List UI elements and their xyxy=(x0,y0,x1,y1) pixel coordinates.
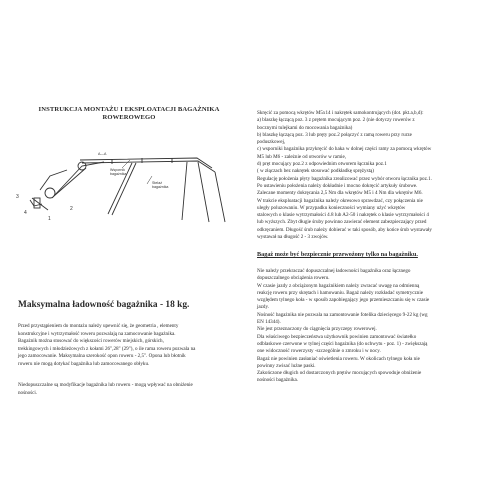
paragraph-line: roweru nie mogą dotykać bagażnika lub zamocowanego obłyku. xyxy=(18,360,150,367)
instruction-line: jazdy. xyxy=(257,304,269,311)
instruction-line: b) blaszkę łączącą poz. 3 lub pręty poz.2 połączyć z ramą roweru przy rurze xyxy=(257,131,412,138)
instruction-line: EN 14344). xyxy=(257,319,281,326)
instruction-line: c) wsporniki bagażnika przykręcić do haka w dolnej części ramy za pomocą wkrętów xyxy=(257,146,432,153)
instruction-line: Nie jest przeznaczony do ciągnięcia przyczepy rowerowej. xyxy=(257,326,377,333)
instruction-line: powinny zwisać luźne paski. xyxy=(257,362,316,369)
instruction-line: Po ustawieniu położenia należy dokładnie i mocno dokręcić artykuły śrubowe. xyxy=(257,182,418,189)
instruction-line: M5 lub M6 - zależnie od otworów w ramie, xyxy=(257,153,346,160)
instruction-line: stalowych o klasie wytrzymałości 4.8 lub A2-50 i nakrętek o klasie wytrzymałości 4 xyxy=(257,212,429,219)
instruction-line: reakcję roweru przy skrętach i hamowaniu. Bagaż należy rozkładać symetrycznie xyxy=(257,289,424,296)
modification-warning xyxy=(18,382,248,397)
instruction-line: lub wyższych. Zbyt długie śruby powinno zawierać element zabezpieczający przed xyxy=(257,219,427,226)
assembly-instructions xyxy=(257,110,492,241)
safety-instructions xyxy=(257,268,492,385)
label-stelaz-2: bagażnika xyxy=(152,185,169,189)
paragraph-line: Przed przystąpieniem do montażu należy upewnić się, że geometria , elementy xyxy=(18,323,179,329)
paragraph-line: jego zamocowanie. Maksymalna szerokość opon roweru - 2,5". Opona lub błotnik xyxy=(18,353,186,360)
paragraph-line: konstrukcyjne i wytrzymałość roweru pozwalają na zamocowanie bagażnika. xyxy=(18,330,176,337)
rack-assembly-diagram xyxy=(12,138,244,230)
instruction-line: W trakcie eksploatacji bagażnika należy okresowo sprawdzać, czy połączenia nie xyxy=(257,197,423,204)
label-num-3: 3 xyxy=(16,194,19,200)
paragraph-line: trekkingowych i młodzieżowych z kołami 26",28" (29"), o ile rama roweru pozwala na xyxy=(18,345,196,352)
title-line-1: INSTRUKCJA MONTAŻU I EKSPLOATACJI BAGAŻNIKA xyxy=(38,106,220,113)
label-num-2: 2 xyxy=(70,206,73,212)
instruction-line: Regulację położenia płyty bagażnika zrealizować przez wybór otworu łącznika poz.1. xyxy=(257,175,432,182)
instruction-line: odblaskowe czerwone w tylnej części bagażnika (do uchwytu - poz. 1) - zwiększają xyxy=(257,340,428,347)
title-line-2: ROWEROWEGO xyxy=(102,114,156,121)
label-stelaz: Stelaż xyxy=(152,181,162,185)
instruction-line: bocznymi tulejkami do mocowania bagażnika) xyxy=(257,124,353,131)
label-wspornik-2: bagażnika xyxy=(110,172,127,176)
paragraph-line: Bagażnik można stosować do większości rowerów miejskich, górskich, xyxy=(18,338,164,345)
instruction-line: Zakończone długich od dostarczonych prętów mocujących spowoduje obniżenie xyxy=(257,370,422,377)
instruction-line: dopuszczalnego obciążenia roweru. xyxy=(257,275,330,282)
instruction-line: a) blaszkę łączącą poz. 3 z prętem mocującym poz. 2 (nie dotyczy rowerów z xyxy=(257,117,415,124)
instruction-line: uległy poluzowaniu. W przypadku konieczności wymiany użyć wkrętów xyxy=(257,204,406,211)
instruction-line: odkręcaniem. Długość śrub należy dobierać w taki sposób, aby końce śrub wystawały xyxy=(257,226,432,233)
instruction-line: Skręcić za pomocą wkrętów M5x14 i nakrętek samokontrujących (dot. pkt.a,b,d): xyxy=(257,110,424,116)
instruction-line: Nie należy przekraczać dopuszczalnej ładowności bagażnika oraz łącznego xyxy=(257,268,411,274)
instruction-line: d) pręt mocujący poz.2 z odpowiednim otworem łącznika poz.1 xyxy=(257,161,387,168)
document-title xyxy=(18,106,240,122)
safety-heading: Bagaż może być bezpiecznie przewożony tylko na bagażniku. xyxy=(257,251,418,258)
intro-paragraph xyxy=(18,323,248,369)
label-num-1: 1 xyxy=(48,216,51,222)
instruction-line: Dla właściwego bezpieczeństwa użytkownik powinien zamontować światełko xyxy=(257,333,417,340)
paragraph-line: Niedopuszczalne są modyfikacje bagażnika lub roweru - mogą wpływać na obniżenie xyxy=(18,382,193,388)
instruction-line: W czasie jazdy z obciążonym bagażnikiem należy zwracać uwagę na odmienną xyxy=(257,282,420,289)
instruction-line: poduszkowej, xyxy=(257,139,286,146)
label-a-top: A—A xyxy=(98,152,107,156)
label-wspornik: Wspornik xyxy=(110,168,125,172)
paragraph-line: nośności. xyxy=(18,389,38,396)
label-num-4: 4 xyxy=(24,210,27,216)
instruction-line: Bagaż nie powinien zasłaniać oświetlenia roweru. W okolicach tylnego koła nie xyxy=(257,355,420,362)
max-load-heading: Maksymalna ładowność bagażnika - 18 kg. xyxy=(18,300,190,310)
instruction-line: wystawał na długość 2 - 3 zwojów. xyxy=(257,234,329,241)
instruction-line: nośności bagażnika. xyxy=(257,377,299,384)
instruction-line: ( w złączach bez nakrętek stosować podkładkę sprężystą) xyxy=(257,168,374,175)
instruction-line: one widoczność rowerzysty -szczególnie o zmroku i w nocy. xyxy=(257,348,381,355)
instruction-line: względem tylnego koła - w sposób zapobiegający jego przemieszczaniu się w czasie xyxy=(257,297,430,304)
instruction-line: Zalecane momenty dokręcania 2,5 Nm dla wkrętów M5 i 4 Nm dla wkrętów M6. xyxy=(257,190,423,197)
instruction-line: Nośność bagażnika nie pozwala na zamontowanie fotelika dziecięcego 9-22 kg (wg xyxy=(257,311,428,318)
